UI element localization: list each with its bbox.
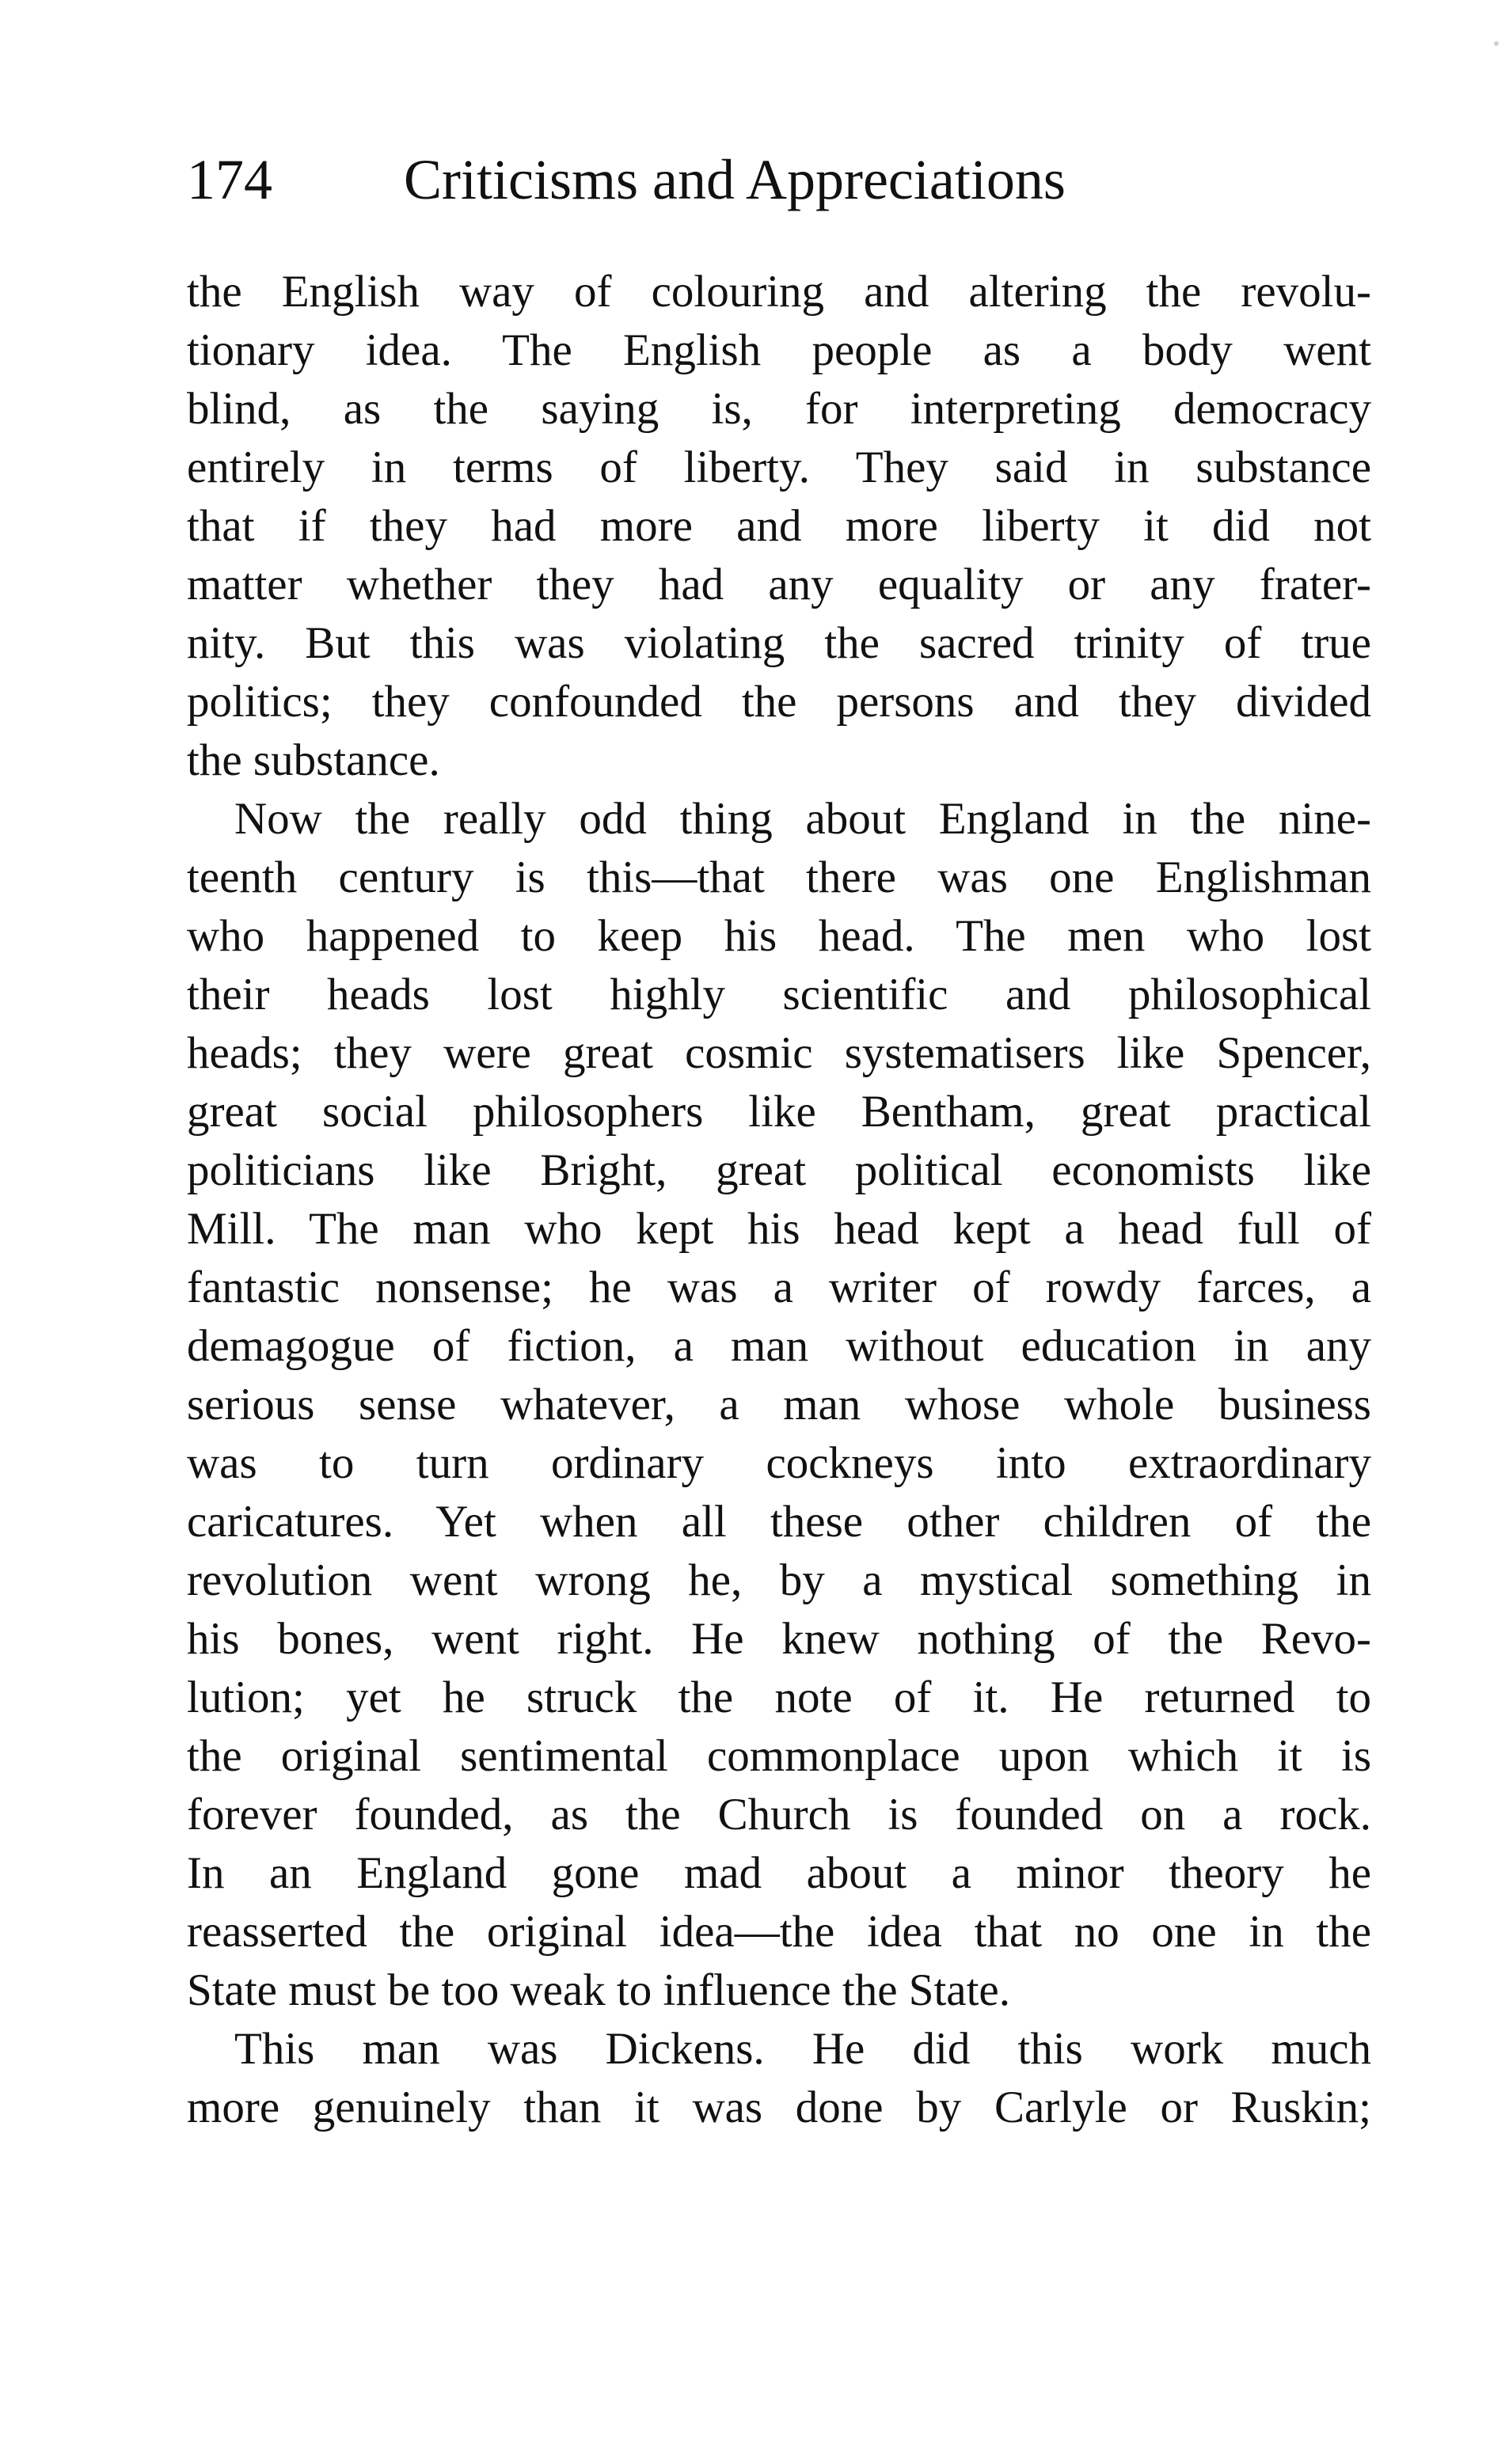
text-line: was to turn ordinary cockneys into extraordinary: [187, 1438, 1371, 1488]
text-line: matter whether they had any equality or any frater-: [187, 560, 1371, 609]
text-line: their heads lost highly scientific and philosophical: [187, 970, 1371, 1019]
page-number: 174: [187, 148, 272, 211]
text-line: reasserted the original idea—the idea that no one in the: [187, 1907, 1371, 1957]
page-speck: [1494, 41, 1499, 46]
text-line: lution; yet he struck the note of it. He returned to: [187, 1672, 1371, 1722]
text-line: This man was Dickens. He did this work much: [234, 2024, 1371, 2074]
text-line: nity. But this was violating the sacred trinity of true: [187, 618, 1371, 668]
text-line: heads; they were great cosmic systematisers like Spencer,: [187, 1028, 1371, 1078]
text-line: caricatures. Yet when all these other children of the: [187, 1497, 1371, 1547]
body-text: [187, 263, 1371, 2137]
text-line: entirely in terms of liberty. They said in substance: [187, 442, 1371, 492]
text-line: politicians like Bright, great political economists like: [187, 1145, 1371, 1195]
text-line: great social philosophers like Bentham, great practical: [187, 1087, 1371, 1137]
text-line: the original sentimental commonplace upon which it is: [187, 1731, 1371, 1781]
text-line: Mill. The man who kept his head kept a head full of: [187, 1204, 1371, 1254]
text-line: his bones, went right. He knew nothing of the Revo-: [187, 1614, 1371, 1664]
text-line: that if they had more and more liberty it did not: [187, 501, 1371, 551]
text-line: politics; they confounded the persons and they divided: [187, 677, 1371, 727]
text-line: State must be too weak to influence the State.: [187, 1965, 1010, 2015]
text-line: serious sense whatever, a man whose whole business: [187, 1380, 1371, 1429]
text-line: the substance.: [187, 735, 440, 785]
text-line: demagogue of fiction, a man without education in any: [187, 1321, 1371, 1371]
running-title: Criticisms and Appreciations: [404, 148, 1066, 211]
text-line: more genuinely than it was done by Carlyle or Ruskin;: [187, 2082, 1371, 2132]
text-line: tionary idea. The English people as a body went: [187, 325, 1371, 375]
text-line: fantastic nonsense; he was a writer of rowdy farces, a: [187, 1262, 1371, 1312]
text-line: revolution went wrong he, by a mystical something in: [187, 1555, 1371, 1605]
text-line: teenth century is this—that there was one Englishman: [187, 852, 1371, 902]
text-line: In an England gone mad about a minor theory he: [187, 1848, 1371, 1898]
text-line: the English way of colouring and altering the revolu-: [187, 267, 1371, 317]
text-line: forever founded, as the Church is founded on a rock.: [187, 1790, 1371, 1839]
text-line: blind, as the saying is, for interpreting democracy: [187, 384, 1371, 434]
page-header: [187, 144, 1374, 215]
text-line: who happened to keep his head. The men who lost: [187, 911, 1371, 961]
text-line: Now the really odd thing about England in the nine-: [234, 794, 1371, 844]
